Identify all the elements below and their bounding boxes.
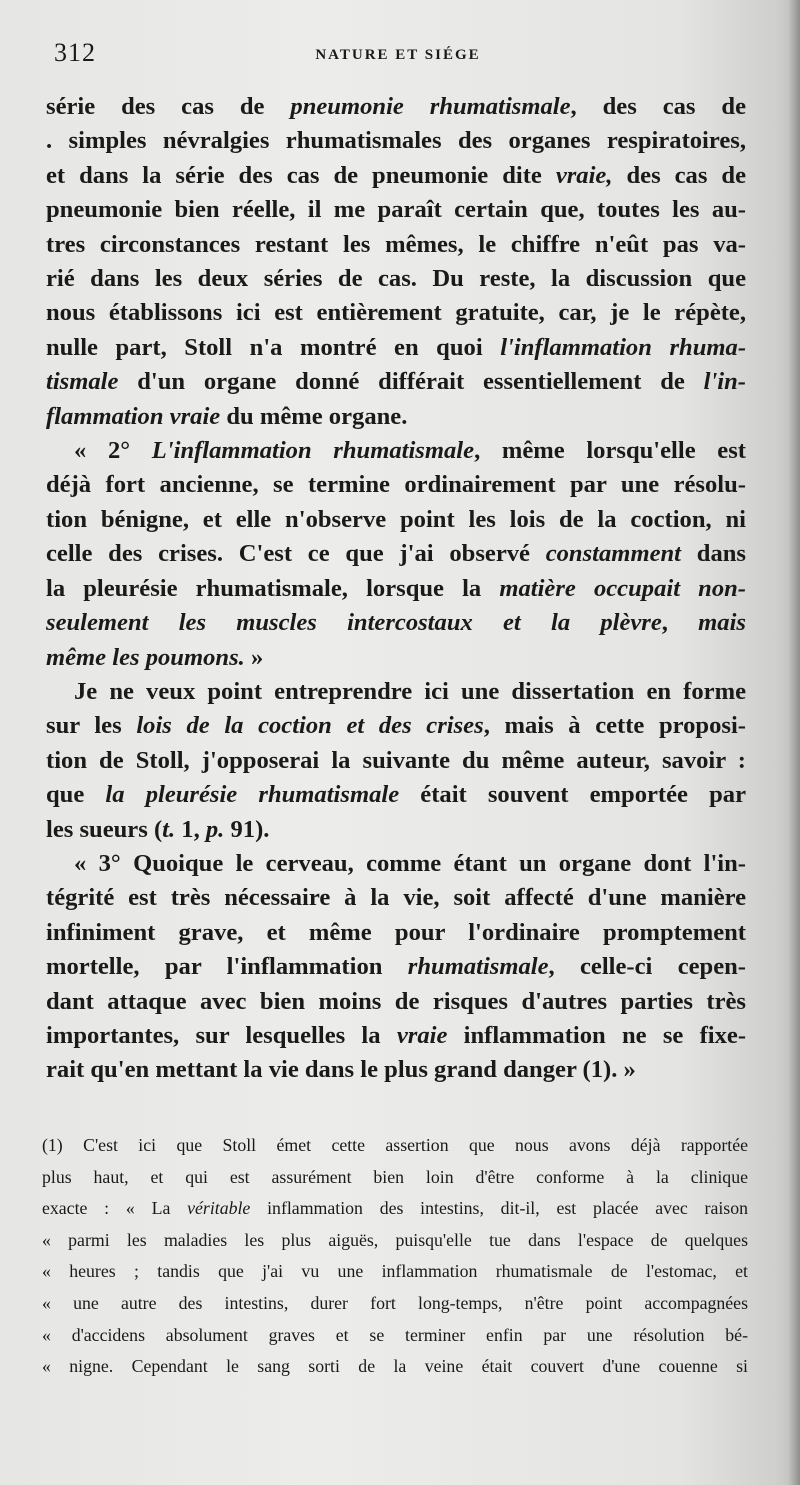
body-text-line: infiniment grave, et même pour l'ordinaire promptement — [46, 918, 746, 946]
body-text-line: flammation vraie du même organe. — [46, 402, 408, 430]
body-text-line: « 2° L'inflammation rhumatismale, même lorsqu'elle est — [74, 437, 746, 465]
body-text-line: tégrité est très nécessaire à la vie, soit affecté d'une manière — [46, 884, 746, 912]
body-text-line: mortelle, par l'inflammation rhumatismale, celle-ci cepen- — [46, 953, 746, 981]
body-text-line: rié dans les deux séries de cas. Du reste, la discussion que — [46, 265, 746, 293]
body-text-line: seulement les muscles intercostaux et la plèvre, mais — [46, 609, 746, 637]
body-text-line: et dans la série des cas de pneumonie dite vraie, des cas de — [46, 161, 746, 189]
body-text-line: les sueurs (t. 1, p. 91). — [46, 815, 270, 843]
footnote-line: « heures ; tandis que j'ai vu une inflammation rhumatismale de l'estomac, et — [42, 1261, 748, 1282]
body-text-line: dant attaque avec bien moins de risques d'autres parties très — [46, 987, 746, 1015]
italic-span: la pleurésie rhumatismale — [105, 781, 400, 809]
page-edge-shadow — [788, 0, 800, 1485]
body-text-line: même les poumons. » — [46, 643, 264, 671]
body-text-line: nous établissons ici est entièrement gratuite, car, je le répète, — [46, 299, 746, 327]
italic-span: tismale — [46, 368, 119, 396]
footnote-line: « nigne. Cependant le sang sorti de la veine était couvert d'une couenne si — [42, 1356, 748, 1377]
body-text-line: Je ne veux point entreprendre ici une dissertation en forme — [74, 677, 746, 705]
body-text-line: que la pleurésie rhumatismale était souvent emportée par — [46, 781, 746, 809]
italic-span: p. — [205, 815, 225, 843]
italic-span: pneumonie rhumatismale — [290, 93, 571, 120]
footnote-line: plus haut, et qui est assurément bien loin d'être conforme à la clinique — [42, 1166, 748, 1187]
italic-span: l'inflammation rhuma- — [500, 333, 746, 361]
footnote-line: (1) C'est ici que Stoll émet cette assertion que nous avons déjà rapportée — [42, 1135, 748, 1155]
body-text-line: . simples névralgies rhumatismales des organes respiratoires, — [46, 127, 746, 155]
italic-span: t. — [162, 815, 176, 843]
italic-span: lois de la coction et des crises — [136, 712, 484, 740]
italic-span: seulement les muscles intercostaux et la plèvre — [46, 609, 662, 637]
body-text-line: tismale d'un organe donné différait essentiellement de l'in- — [46, 368, 746, 396]
italic-span: rhumatismale — [407, 953, 549, 981]
body-text-line: la pleurésie rhumatismale, lorsque la matière occupait non- — [46, 574, 746, 602]
body-text-line: importantes, sur lesquelles la vraie inflammation ne se fixe- — [46, 1021, 746, 1049]
body-text-line: tion bénigne, et elle n'observe point les lois de la coction, ni — [46, 505, 746, 533]
body-text-line: tres circonstances restant les mêmes, le chiffre n'eût pas va- — [46, 230, 746, 258]
italic-span: véritable — [187, 1198, 251, 1219]
footnote-line: exacte : « La véritable inflammation des intestins, dit-il, est placée avec raison — [42, 1198, 748, 1219]
italic-span: flammation vraie — [46, 402, 221, 430]
body-text-line: série des cas de pneumonie rhumatismale, des cas de — [46, 93, 746, 120]
italic-span: constamment — [545, 540, 681, 568]
body-text-line: celle des crises. C'est ce que j'ai observé constamment dans — [46, 540, 746, 568]
footnote-line: « une autre des intestins, durer fort long-temps, n'être point accompagnées — [42, 1292, 748, 1313]
footnote-line: « parmi les maladies les plus aiguës, puisqu'elle tue dans l'espace de quelques — [42, 1229, 748, 1250]
body-text-line: nulle part, Stoll n'a montré en quoi l'inflammation rhuma- — [46, 333, 746, 361]
italic-span: vraie, — [555, 161, 613, 189]
body-text — [46, 90, 746, 1088]
page-number: 312 — [54, 38, 96, 67]
italic-span: mais — [698, 609, 746, 637]
italic-span: vraie — [396, 1021, 448, 1049]
italic-span: matière occupait non- — [499, 574, 746, 602]
footnote-line: « d'accidens absolument graves et se terminer enfin par une résolution bé- — [42, 1324, 748, 1345]
running-head: NATURE ET SIÉGE — [315, 47, 481, 63]
body-text-line: rait qu'en mettant la vie dans le plus grand danger (1). » — [46, 1056, 636, 1084]
italic-span: même les poumons. — [46, 643, 245, 671]
body-text-line: déjà fort ancienne, se termine ordinairement par une résolu- — [46, 471, 746, 499]
body-text-line: tion de Stoll, j'opposerai la suivante du même auteur, savoir : — [46, 746, 746, 774]
page-header — [48, 38, 748, 72]
italic-span: L'inflammation rhumatismale — [151, 437, 475, 465]
body-text-line: sur les lois de la coction et des crises, mais à cette proposi- — [46, 712, 746, 740]
body-text-line: pneumonie bien réelle, il me paraît certain que, toutes les au- — [46, 196, 746, 224]
body-text-line: « 3° Quoique le cerveau, comme étant un organe dont l'in- — [74, 849, 746, 877]
footnote — [42, 1130, 748, 1383]
italic-span: l'in- — [703, 368, 746, 396]
